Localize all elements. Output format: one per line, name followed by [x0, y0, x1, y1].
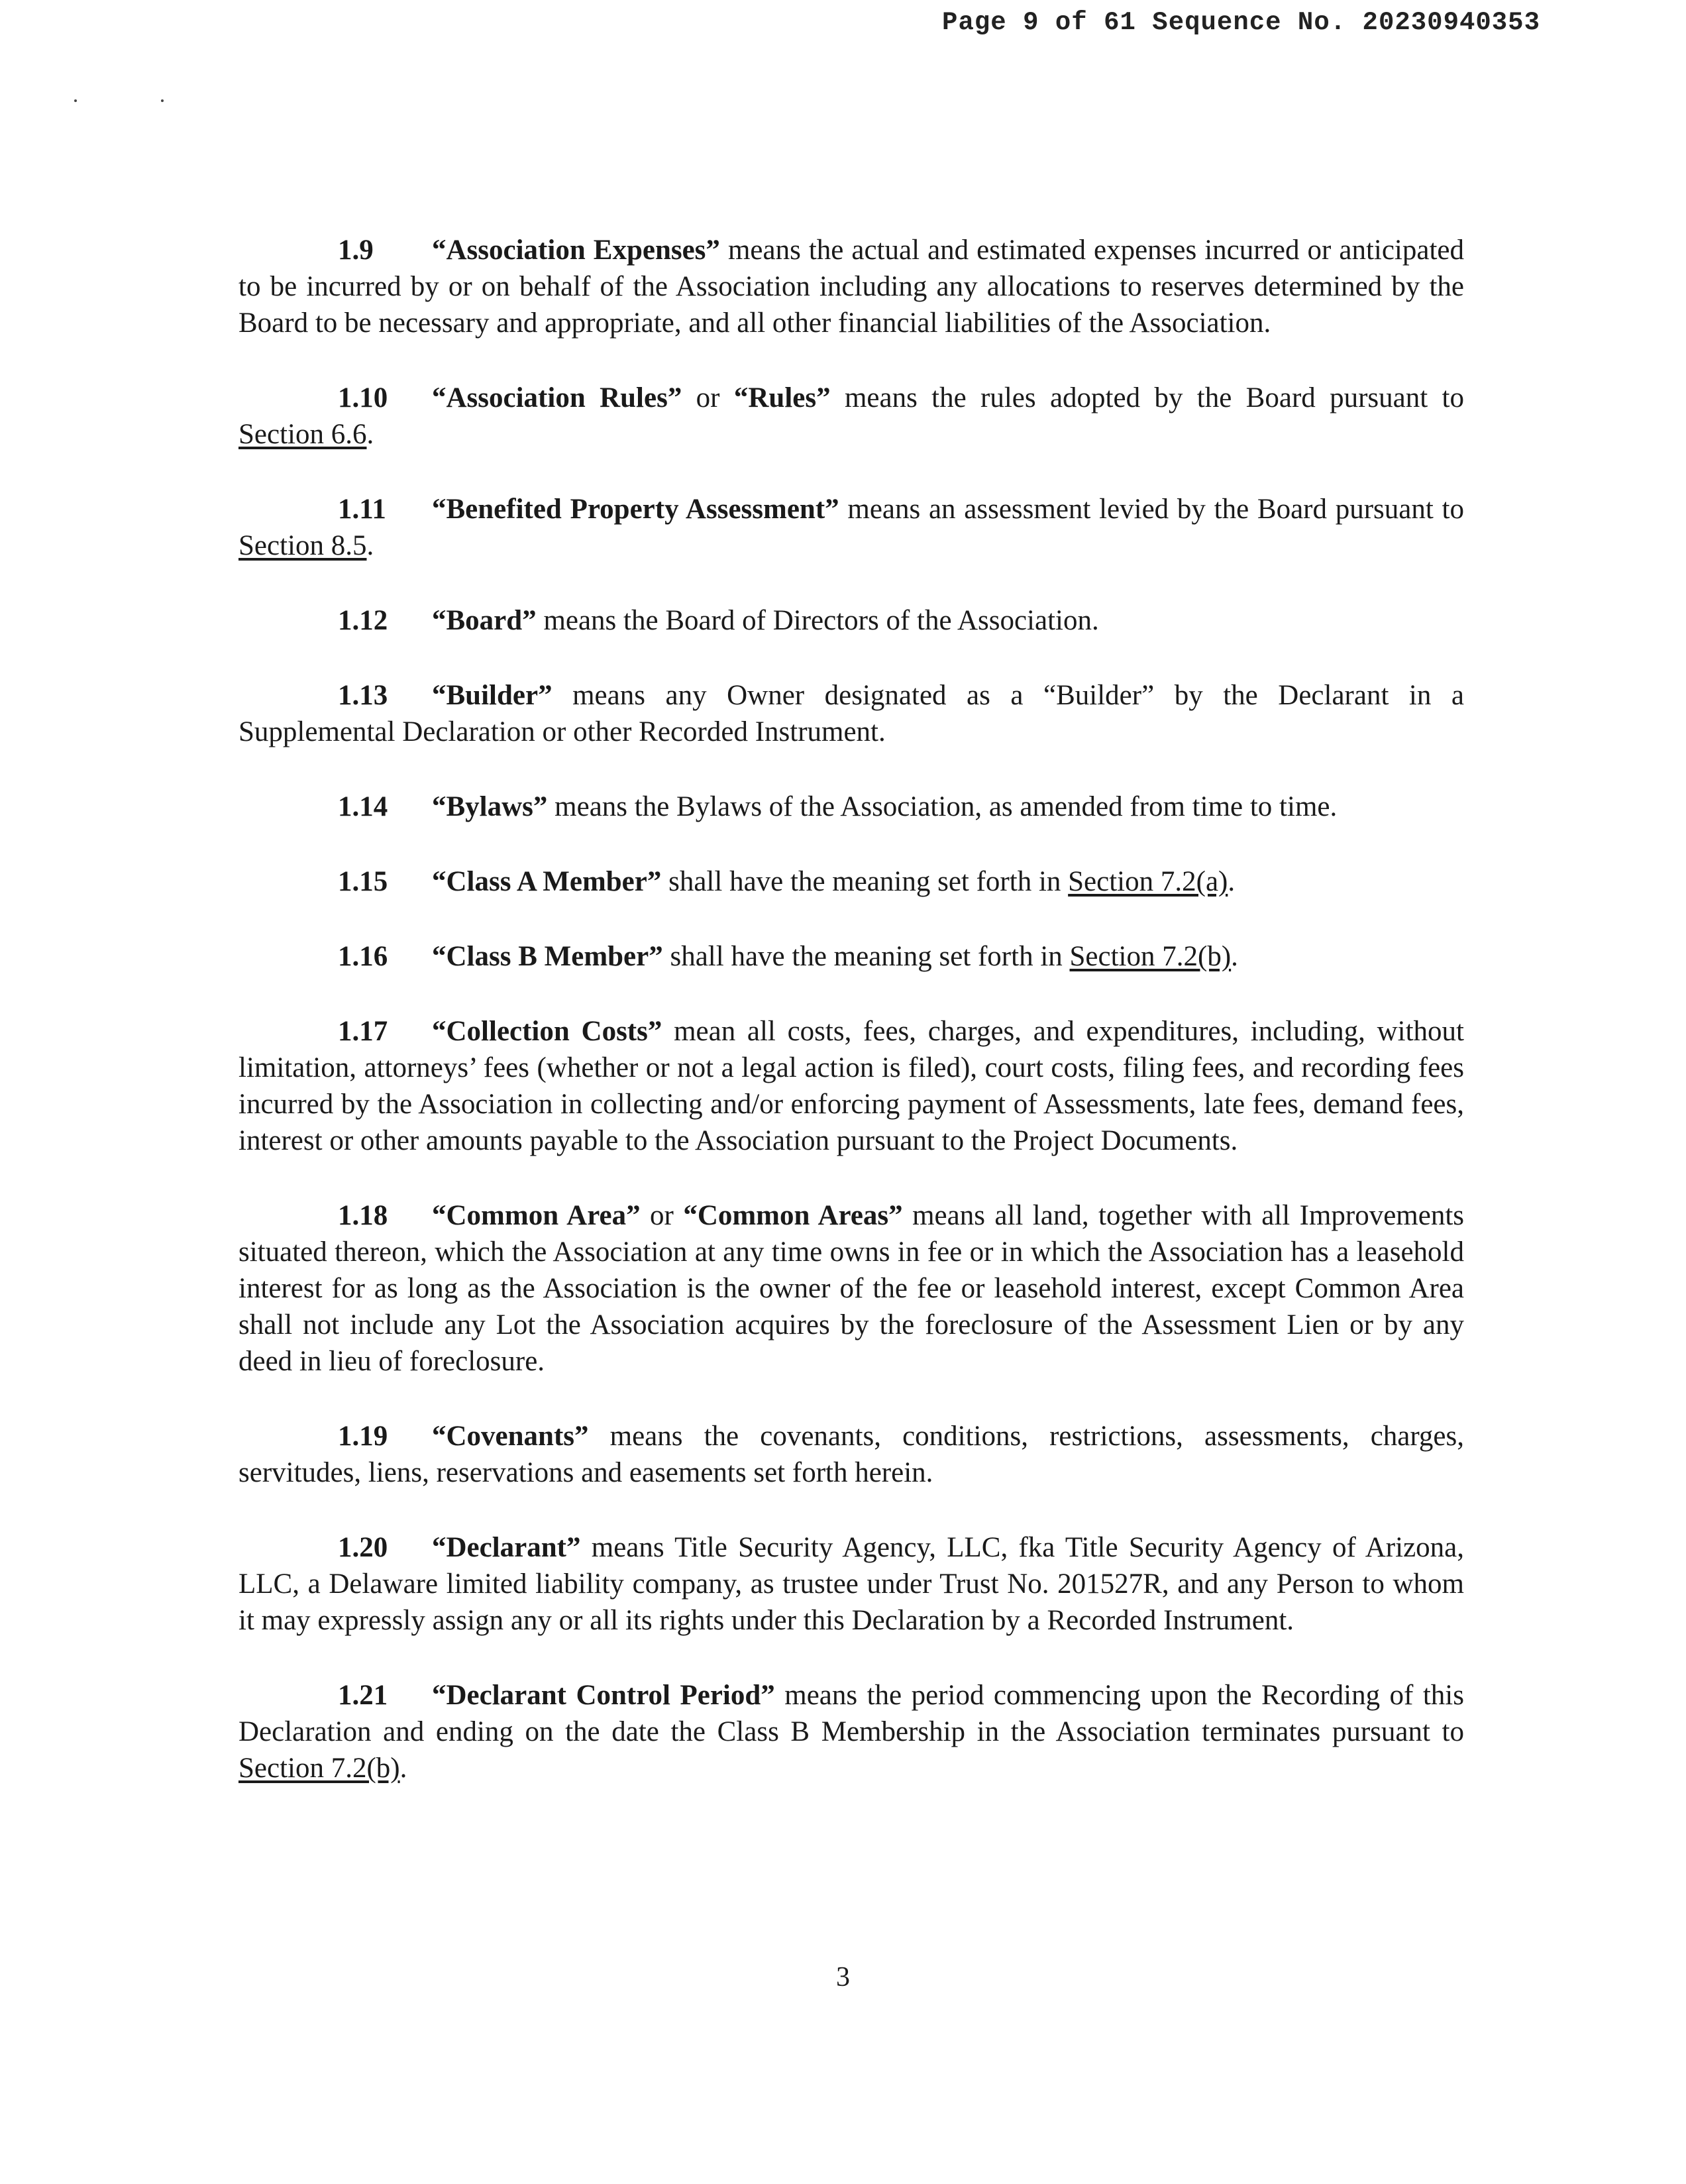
section-reference: Section 7.2(b) [1069, 941, 1232, 972]
defined-term: “Collection Costs” [432, 1016, 662, 1047]
defined-term: “Bylaws” [432, 791, 548, 822]
section-1-16 [238, 938, 1464, 975]
section-number: 1.18 [338, 1200, 388, 1231]
section-number: 1.16 [338, 941, 388, 972]
defined-term: “Association Expenses” [432, 235, 720, 266]
definition-text: means the Board of Directors of the Association. [536, 605, 1099, 636]
definition-text: means the Bylaws of the Association, as amended from time to time. [547, 791, 1338, 822]
defined-term: “Association Rules” [432, 382, 682, 413]
defined-term: “Declarant” [432, 1532, 581, 1563]
definition-text: means the rules adopted by the Board pursuant to [830, 382, 1464, 413]
section-1-10 [238, 380, 1464, 453]
section-1-20 [238, 1529, 1464, 1639]
section-1-18 [238, 1197, 1464, 1380]
section-1-12 [238, 602, 1464, 639]
section-1-17 [238, 1013, 1464, 1159]
definition-text: means Title Security Agency, LLC, fka Title Security Agency of Arizona, LLC, a Delaware limited liability company, as trustee under Trust No. 201527R, and any Person to whom it may expressly assign any or all its rights under this Declaration by a Recorded Instrument. [238, 1532, 1464, 1636]
document-body [238, 232, 1464, 1825]
defined-term-alt: “Common Areas” [683, 1200, 903, 1231]
definition-text: means any Owner designated as a “Builder” by the Declarant in a Supplemental Declaration or other Recorded Instrument. [238, 680, 1464, 747]
section-1-21 [238, 1677, 1464, 1786]
defined-term: “Builder” [432, 680, 553, 711]
section-1-13 [238, 677, 1464, 750]
connector-text: or [640, 1200, 684, 1231]
defined-term: “Benefited Property Assessment” [432, 494, 839, 525]
definition-text: shall have the meaning set forth in [661, 866, 1069, 897]
section-reference: Section 6.6 [238, 419, 367, 450]
definition-text: means the period commencing upon the Recording of this Declaration and ending on the date the Class B Membership in the Association terminates pursuant to [238, 1680, 1464, 1747]
section-number: 1.13 [338, 680, 388, 711]
defined-term-alt: “Rules” [733, 382, 831, 413]
scan-speck [74, 99, 77, 102]
section-number: 1.9 [338, 235, 374, 266]
section-1-15 [238, 863, 1464, 900]
definition-text: means the actual and estimated expenses incurred or anticipated to be incurred by or on behalf of the Association including any allocations to reserves determined by the Board to be necessary and appropriate, and all other financial liabilities of the Association. [238, 235, 1465, 339]
defined-term: “Common Area” [432, 1200, 641, 1231]
section-number: 1.10 [338, 382, 388, 413]
section-number: 1.11 [338, 494, 386, 525]
definition-end: . [1231, 941, 1238, 972]
defined-term: “Declarant Control Period” [432, 1680, 775, 1711]
definition-end: . [399, 1753, 407, 1784]
defined-term: “Covenants” [432, 1421, 589, 1452]
section-number: 1.14 [338, 791, 388, 822]
defined-term: “Class A Member” [432, 866, 662, 897]
section-1-19 [238, 1418, 1464, 1491]
section-1-9 [238, 232, 1464, 341]
section-number: 1.21 [338, 1680, 388, 1711]
definition-text: shall have the meaning set forth in [662, 941, 1070, 972]
definition-text: mean all costs, fees, charges, and expenditures, including, without limitation, attorneys’ fees (whether or not a legal action is filed), court costs, filing fees, and recording fees incurred by the Association in collecting and/or enforcing payment of Assessments, late fees, demand fees, interest or other amounts payable to the Association pursuant to the Project Documents. [238, 1016, 1464, 1156]
section-reference: Section 7.2(a) [1068, 866, 1228, 897]
definition-end: . [1228, 866, 1236, 897]
page-number: 3 [836, 1962, 850, 1993]
section-number: 1.12 [338, 605, 388, 636]
section-1-11 [238, 491, 1464, 564]
section-1-14 [238, 789, 1464, 825]
section-number: 1.19 [338, 1421, 388, 1452]
definition-text: means all land, together with all Improvements situated thereon, which the Association at any time owns in fee or in which the Association has a leasehold interest for as long as the Association is the owner of the fee or leasehold interest, except Common Area shall not include any Lot the Association acquires by the foreclosure of the Assessment Lien or by any deed in lieu of foreclosure. [238, 1200, 1465, 1377]
connector-text: or [682, 382, 734, 413]
section-number: 1.15 [338, 866, 388, 897]
section-reference: Section 7.2(b) [238, 1753, 400, 1784]
defined-term: “Class B Member” [432, 941, 663, 972]
definition-end: . [366, 530, 374, 561]
section-number: 1.17 [338, 1016, 388, 1047]
defined-term: “Board” [432, 605, 537, 636]
definition-text: means the covenants, conditions, restrictions, assessments, charges, servitudes, liens, reservations and easements set forth herein. [238, 1421, 1464, 1488]
section-reference: Section 8.5 [238, 530, 367, 561]
page-header: Page 9 of 61 Sequence No. 20230940353 [942, 8, 1540, 37]
section-number: 1.20 [338, 1532, 388, 1563]
scan-speck [161, 99, 164, 102]
definition-end: . [366, 419, 374, 450]
definition-text: means an assessment levied by the Board pursuant to [839, 494, 1464, 525]
